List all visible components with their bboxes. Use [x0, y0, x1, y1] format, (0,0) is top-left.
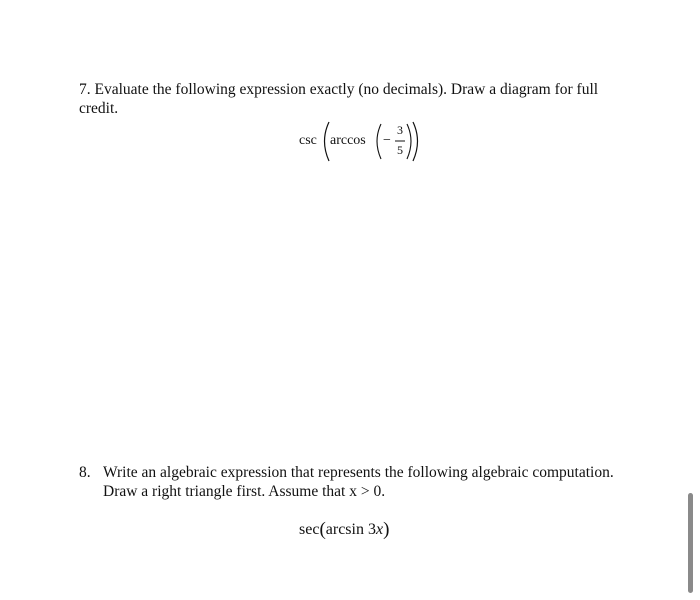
question-8-line-2: Draw a right triangle first. Assume that x > 0.: [103, 483, 386, 500]
question-7: [79, 80, 639, 118]
arccos-function: arccos: [330, 133, 366, 148]
fraction-denominator: 5: [397, 143, 403, 157]
question-8-number: 8.: [79, 464, 91, 481]
question-7-expression: [299, 118, 439, 164]
coefficient: 3: [367, 521, 376, 538]
outer-right-paren: [413, 122, 418, 161]
arcsin-function: arcsin: [325, 521, 364, 538]
vertical-scrollbar[interactable]: [688, 493, 693, 593]
close-paren: ): [383, 519, 390, 540]
outer-left-paren: [325, 122, 330, 161]
question-8-line-1: Write an algebraic expression that represents the following algebraic computation.: [103, 464, 614, 481]
csc-function: csc: [299, 133, 317, 148]
expression-brackets: [299, 118, 439, 164]
inner-right-paren: [407, 124, 411, 159]
question-7-number: 7.: [79, 81, 91, 98]
inner-left-paren: [377, 124, 381, 159]
sec-function: sec: [299, 521, 320, 538]
question-8-expression: [299, 518, 389, 540]
variable-x: x: [375, 521, 384, 538]
question-8: [79, 463, 669, 501]
negative-sign: −: [383, 133, 391, 148]
fraction-numerator: 3: [397, 123, 403, 137]
open-paren: (: [319, 519, 326, 540]
question-7-text: Evaluate the following expression exactly (no decimals). Draw a diagram for full credit.: [79, 81, 599, 117]
